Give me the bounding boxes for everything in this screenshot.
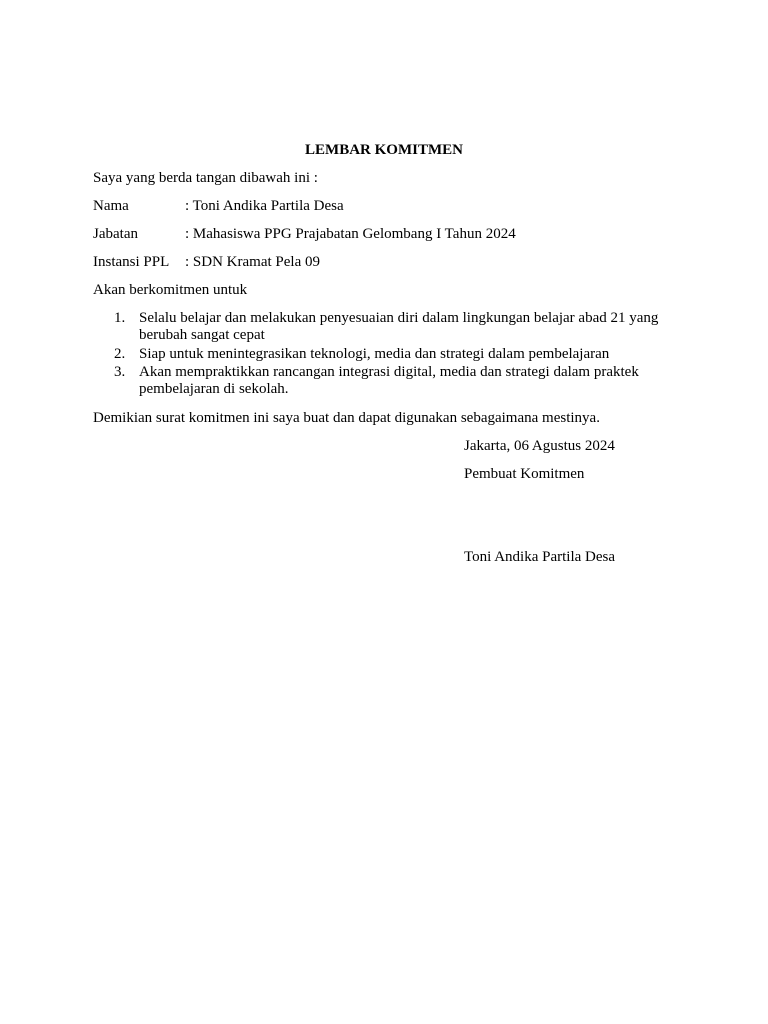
signer-name: Toni Andika Partila Desa	[464, 549, 616, 565]
document-title: LEMBAR KOMITMEN	[305, 142, 463, 158]
commit-intro: Akan berkomitmen untuk	[93, 282, 248, 298]
list-text: Selalu belajar dan melakukan penyesuaian diri dalam lingkungan belajar abad 21 yang berubah sangat cepat	[139, 310, 659, 343]
field-value-instansi: : SDN Kramat Pela 09	[185, 254, 320, 270]
list-number: 2.	[114, 346, 126, 362]
field-value-nama: : Toni Andika Partila Desa	[185, 198, 344, 214]
list-text: Siap untuk menintegrasikan teknologi, media dan strategi dalam pembelajaran	[139, 346, 610, 362]
list-text: Akan mempraktikkan rancangan integrasi digital, media dan strategi dalam praktek pembelajaran di sekolah.	[139, 364, 639, 397]
closing-text: Demikian surat komitmen ini saya buat dan dapat digunakan sebagaimana mestinya.	[93, 410, 600, 426]
field-value-jabatan: : Mahasiswa PPG Prajabatan Gelombang I Tahun 2024	[185, 226, 516, 242]
field-label-nama: Nama	[93, 198, 129, 214]
field-label-instansi: Instansi PPL	[93, 254, 170, 270]
field-label-jabatan: Jabatan	[93, 226, 138, 242]
intro-text: Saya yang berda tangan dibawah ini :	[93, 170, 318, 186]
place-date: Jakarta, 06 Agustus 2024	[464, 438, 615, 454]
list-number: 1.	[114, 310, 126, 326]
signer-role: Pembuat Komitmen	[464, 466, 585, 482]
list-number: 3.	[114, 364, 126, 380]
